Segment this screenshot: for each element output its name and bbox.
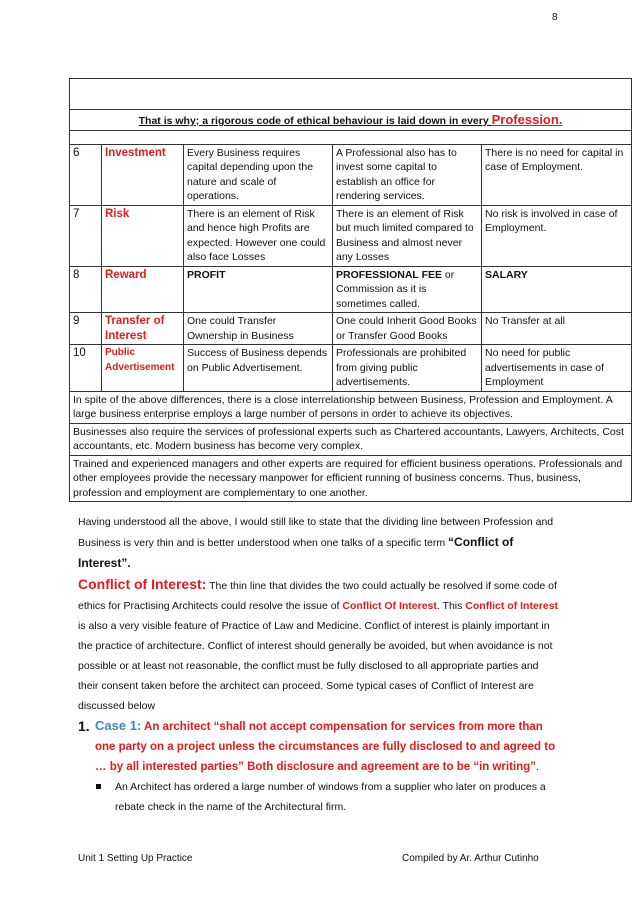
table-spacer-row [70,130,632,144]
case-1 [78,716,560,777]
body-text [78,512,560,817]
row-key: Investment [102,144,184,205]
table-heading-highlight: Profession. [491,112,563,127]
business-cell: PROFIT [184,266,333,313]
row-number: 6 [70,144,102,205]
square-bullet-icon [96,784,101,789]
profession-cell [333,266,482,313]
footer-unit: Unit 1 Setting Up Practice [78,853,193,864]
row-key: Risk [102,205,184,266]
coi-text: . This [436,600,466,612]
table-heading [70,110,632,131]
case-label: Case 1: [95,718,142,733]
row-number: 9 [70,313,102,345]
table-row [70,345,632,392]
note-row [70,455,632,502]
coi-heading: Conflict of Interest: [78,576,207,592]
employment-cell: No Transfer at all [482,313,632,345]
bullet-text: An Architect has ordered a large number of windows from a supplier who later on produces a rebate check in the name of the Architectural firm. [115,781,546,813]
table-row [70,205,632,266]
table-blank-row [70,79,632,110]
business-cell: One could Transfer Ownership in Business [184,313,333,345]
note-cell: In spite of the above differences, there is a close interrelationship between Business, Profession and Employment. A large business enterprise employs a large number of persons in order to achieve its objectives. [70,391,632,423]
employment-cell: There is no need for capital in case of Employment. [482,144,632,205]
page-number: 8 [552,12,558,23]
employment-cell: No risk is involved in case of Employment. [482,205,632,266]
note-row [70,391,632,423]
case-text: An architect “shall not accept compensation for services from more than one party on a project unless the circumstances are fully disclosed to and agreed to … by all interested parties” Both disclosure and agreement are to be “in writing” [95,721,556,773]
coi-paragraph [78,574,560,716]
business-cell: There is an element of Risk and hence high Profits are expected. However one could also face Losses [184,205,333,266]
profession-fee-text: or Commission as it is sometimes called. [336,268,455,310]
note-row [70,423,632,455]
row-number: 8 [70,266,102,313]
coi-highlight: Conflict of Interest [465,600,559,612]
coi-text: is also a very visible feature of Practice of Law and Medicine. Conflict of interest is plainly important in the practice of architecture. Conflict of interest should generally be avoided, but when avoidance is not possible or at least not reasonable, the conflict must be fully disclosed to all appropriate parties and their consent taken before the architect can proceed. Some typical cases of Conflict of Interest are discussed below [78,620,553,712]
profession-cell: A Professional also has to invest some capital to establish an office for rendering services. [333,144,482,205]
coi-text: The thin line that divides the two could actually be resolved if some code of ethics for Practising Architects could resolve the issue of [78,580,557,612]
case-number: 1. [78,718,90,734]
note-cell: Trained and experienced managers and other experts are required for efficient business operations. Professionals and other employees provide the necessary manpower for efficient running of business concerns. Thus, business, profession and employment are complementary to one another. [70,455,632,502]
intro-text: Having understood all the above, I would still like to state that the dividing line between Profession and Business is very thin and is better understood when one talks of a specific term [78,516,554,549]
profession-cell: One could Inherit Good Books or Transfer Good Books [333,313,482,345]
business-cell: Success of Business depends on Public Advertisement. [184,345,333,392]
row-key: Reward [102,266,184,313]
table-row [70,266,632,313]
employment-cell: No need for public advertisements in case of Employment [482,345,632,392]
row-number: 10 [70,345,102,392]
profession-cell: There is an element of Risk but much limited compared to Business and almost never any Losses [333,205,482,266]
case-end: . [535,761,539,773]
employment-cell: SALARY [482,266,632,313]
note-cell: Businesses also require the services of professional experts such as Chartered accountants, Lawyers, Architects, Cost accountants, etc. Modern business has become very complex. [70,423,632,455]
row-key: Transfer of Interest [102,313,184,345]
intro-term: “Conflict of Interest”. [78,535,514,570]
coi-highlight: Conflict Of Interest [342,600,437,612]
profession-fee-label: PROFESSIONAL FEE [336,268,442,281]
row-key: Public Advertisement [102,345,184,392]
bullet-item [78,777,560,817]
table-row [70,313,632,345]
intro-paragraph [78,512,560,574]
footer-author: Compiled by Ar. Arthur Cutinho [402,853,539,864]
profession-cell: Professionals are prohibited from giving public advertisements. [333,345,482,392]
row-number: 7 [70,205,102,266]
table-heading-text: That is why; a rigorous code of ethical behaviour is laid down in every [138,115,492,127]
business-cell: Every Business requires capital depending upon the nature and scale of operations. [184,144,333,205]
comparison-table [69,78,632,502]
table-row [70,144,632,205]
table-heading-row [70,110,632,131]
